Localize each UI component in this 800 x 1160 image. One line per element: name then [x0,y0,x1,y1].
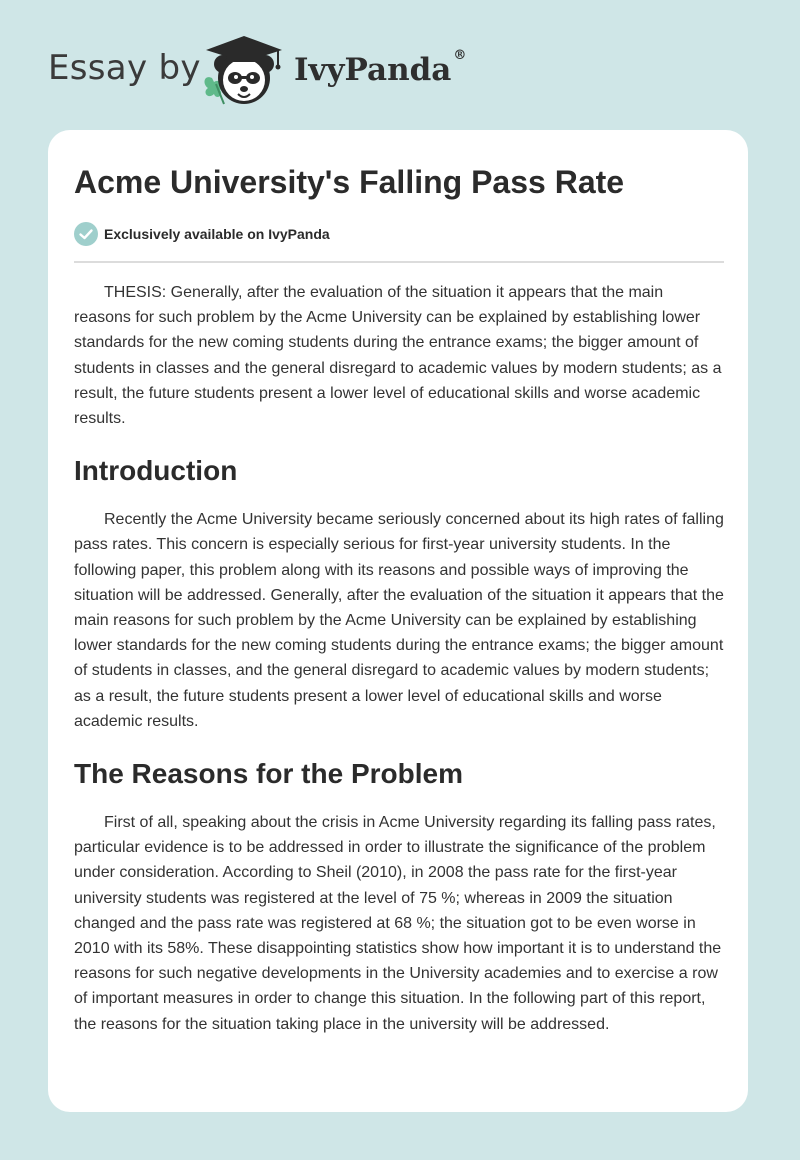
exclusive-badge [74,222,330,246]
reasons-paragraph: First of all, speaking about the crisis in Acme University regarding its falling pass rates, particular evidence is to be addressed in order to illustrate the significance of the problem under consideration. According to Sheil (2010), in 2008 the pass rate for the first-year university students was registered at the level of 75 %; whereas in 2009 the situation changed and the pass rate was registered at 68 %; the situation got to be even worse in 2010 with its 58%. These disappointing statistics show how important it is to understand the reasons for such negative developments in the University academies and to exercise a row of important measures in order to change this situation. In the following part of this report, the reasons for the situation taking place in the university will be addressed. [74,814,722,1033]
badge-text: Exclusively available on IvyPanda [104,226,330,242]
check-circle-icon [74,222,98,246]
section-heading-introduction: Introduction [74,455,238,487]
panda-graduate-logo-icon [198,34,288,110]
brand-prefix: Essay by [48,48,201,88]
introduction-paragraph: Recently the Acme University became seriously concerned about its high rates of falling pass rates. This concern is especially serious for first-year university students. In the following paper, this problem along with its reasons and possible ways of improving the situation will be addressed. Generally, after the evaluation of the situation it appears that the main reasons for such problem by the Acme University can be explained by establishing lower standards for the new coming students during the entrance exams; the bigger amount of students in classes, and the general disregard to academic values by modern students; as a result, the future students present a lower level of educational skills and worse academic results. [74,511,724,730]
section-heading-reasons: The Reasons for the Problem [74,758,463,790]
site-brand[interactable] [48,34,508,114]
brand-name: IvyPanda ® [294,48,467,88]
essay-card [48,130,748,1112]
page-title: Acme University's Falling Pass Rate [74,164,625,200]
thesis-paragraph: THESIS: Generally, after the evaluation of the situation it appears that the main reasons for such problem by the Acme University can be explained by establishing lower standards for the new coming students during the entrance exams; the bigger amount of students in classes and the general disregard to academic values by modern students; as a result, the future students present a lower level of educational skills and worse academic results. [74,284,722,428]
title-divider [74,261,724,263]
essay-body [74,280,724,1037]
